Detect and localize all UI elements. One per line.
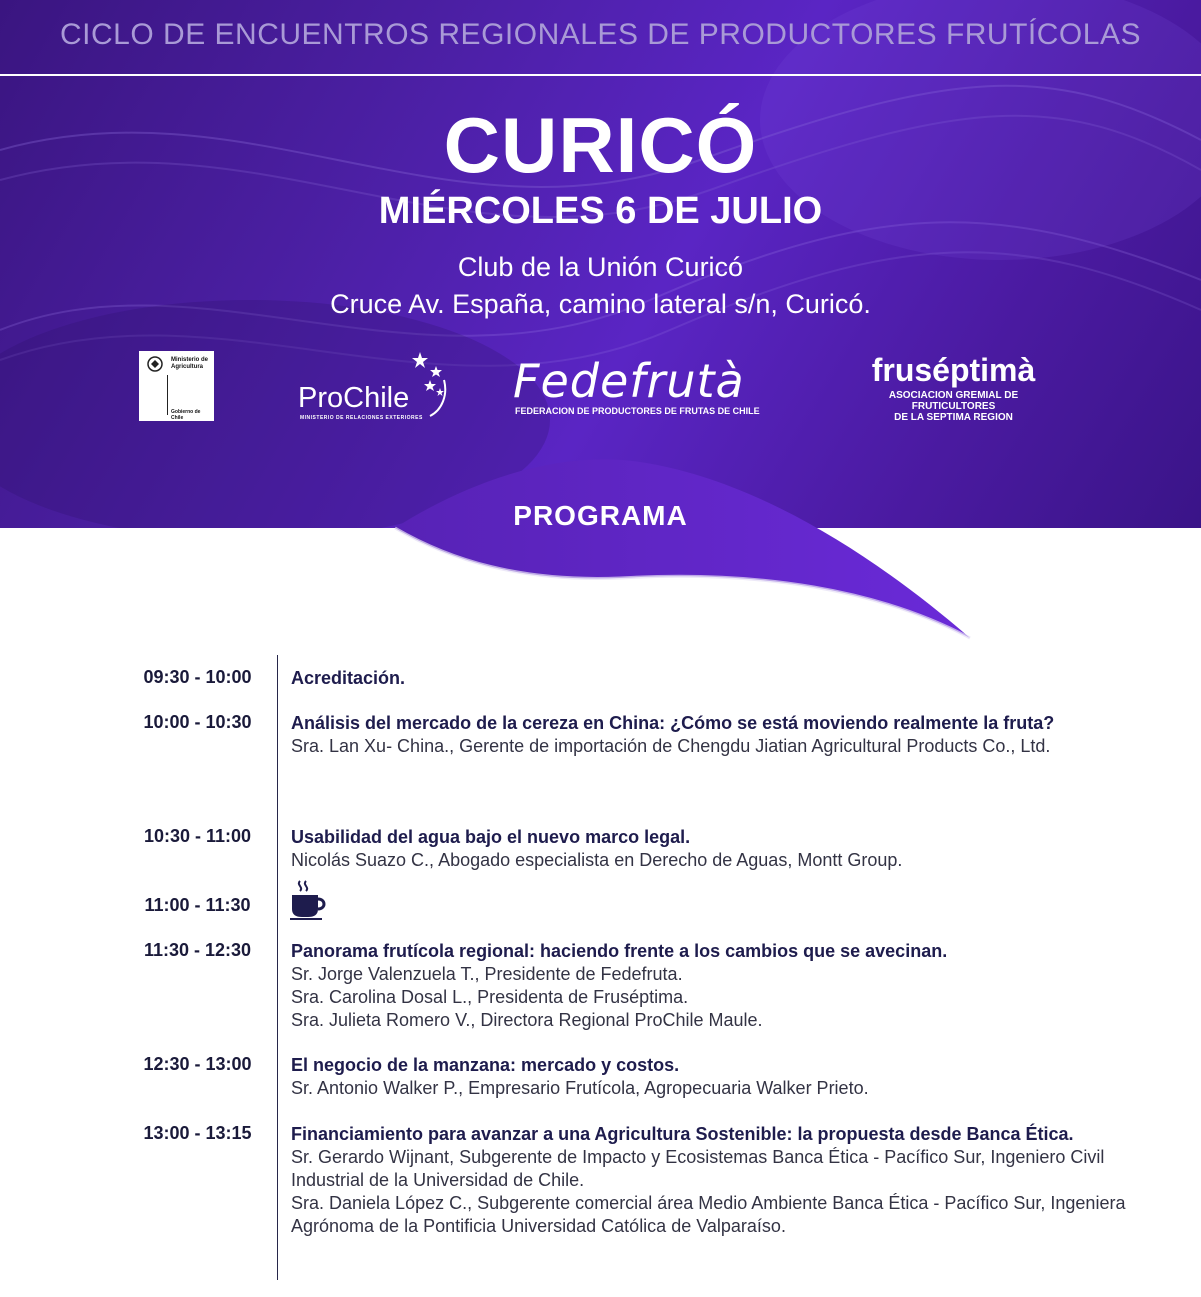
schedule-title: Financiamiento para avanzar a una Agricultura Sostenible: la propuesta desde Banca Ética.	[291, 1124, 1074, 1144]
schedule-title: Análisis del mercado de la cereza en China: ¿Cómo se está moviendo realmente la fruta?	[291, 713, 1055, 733]
title-divider	[0, 74, 1201, 76]
schedule-title: Acreditación.	[291, 668, 406, 688]
prochile-name: ProChile	[298, 382, 410, 414]
ministerio-line1: Ministerio de	[171, 357, 209, 363]
event-venue: Club de la Unión Curicó	[457, 252, 744, 282]
schedule-speaker: Sra. Lan Xu- China., Gerente de importación de Chengdu Jiatian Agricultural Products Co., Ltd.	[291, 736, 1051, 756]
prochile-sub: MINISTERIO DE RELACIONES EXTERIORES	[300, 415, 423, 421]
schedule-title: Usabilidad del agua bajo el nuevo marco legal.	[291, 827, 691, 847]
schedule-time: 10:30 - 11:00	[143, 826, 252, 846]
timeline-divider	[277, 655, 278, 1280]
schedule-time: 11:30 - 12:30	[143, 940, 252, 960]
schedule-speaker: Sra. Julieta Romero V., Directora Regional ProChile Maule.	[291, 1010, 763, 1030]
schedule-speaker: Sr. Gerardo Wijnant, Subgerente de Impacto y Ecosistemas Banca Ética - Pacífico Sur, Ingeniero Civil Industrial de la Universidad de Chile.	[291, 1147, 1105, 1190]
schedule-title: El negocio de la manzana: mercado y costos.	[291, 1055, 680, 1075]
fedefruta-sub: FEDERACION DE PRODUCTORES DE FRUTAS DE CHILE	[515, 406, 760, 416]
schedule-time: 13:00 - 13:15	[143, 1123, 252, 1143]
schedule-time: 09:30 - 10:00	[143, 667, 252, 687]
schedule-speaker: Sra. Carolina Dosal L., Presidenta de Fruséptima.	[291, 987, 689, 1007]
fruseptima-sub1: ASOCIACION GREMIAL DE FRUTICULTORES	[888, 390, 1019, 412]
ministerio-footer: Gobierno de Chile	[171, 409, 201, 421]
schedule-time: 12:30 - 13:00	[143, 1054, 252, 1074]
event-city: CURICÓ	[443, 101, 758, 189]
schedule-speaker: Sra. Daniela López C., Subgerente comercial área Medio Ambiente Banca Ética - Pacífico Sur, Ingeniera Agrónoma de la Pontificia Universidad Católica de Valparaíso.	[291, 1193, 1126, 1236]
schedule-speaker: Sr. Antonio Walker P., Empresario Frutícola, Agropecuaria Walker Prieto.	[291, 1078, 869, 1098]
fedefruta-name: Fedefrutà	[513, 354, 745, 408]
schedule-time: 11:00 - 11:30	[144, 895, 251, 915]
chile-crest-icon	[143, 355, 167, 373]
stars-icon	[406, 350, 448, 420]
fruseptima-logo	[846, 350, 1061, 430]
schedule-time: 10:00 - 10:30	[143, 712, 252, 732]
fruseptima-sub2: DE LA SEPTIMA REGION	[894, 412, 1013, 423]
prochile-logo	[298, 350, 448, 425]
series-title: CICLO DE ENCUENTROS REGIONALES DE PRODUCTORES FRUTÍCOLAS	[60, 18, 1141, 51]
fruseptima-name: fruséptimà	[871, 352, 1036, 388]
programa-wave	[0, 440, 1201, 650]
logo-bar	[143, 375, 168, 415]
event-date: MIÉRCOLES 6 DE JULIO	[378, 190, 823, 232]
programa-heading: PROGRAMA	[513, 500, 688, 531]
fedefruta-logo	[513, 354, 773, 424]
ministerio-agricultura-logo	[139, 351, 214, 421]
schedule-speaker: Nicolás Suazo C., Abogado especialista en Derecho de Aguas, Montt Group.	[291, 850, 903, 870]
coffee-icon	[290, 879, 328, 921]
schedule-title: Panorama frutícola regional: haciendo frente a los cambios que se avecinan.	[291, 941, 948, 961]
ministerio-line2: Agricultura	[171, 364, 204, 370]
schedule-speaker: Sr. Jorge Valenzuela T., Presidente de Fedefruta.	[291, 964, 683, 984]
event-address: Cruce Av. España, camino lateral s/n, Curicó.	[330, 289, 871, 319]
